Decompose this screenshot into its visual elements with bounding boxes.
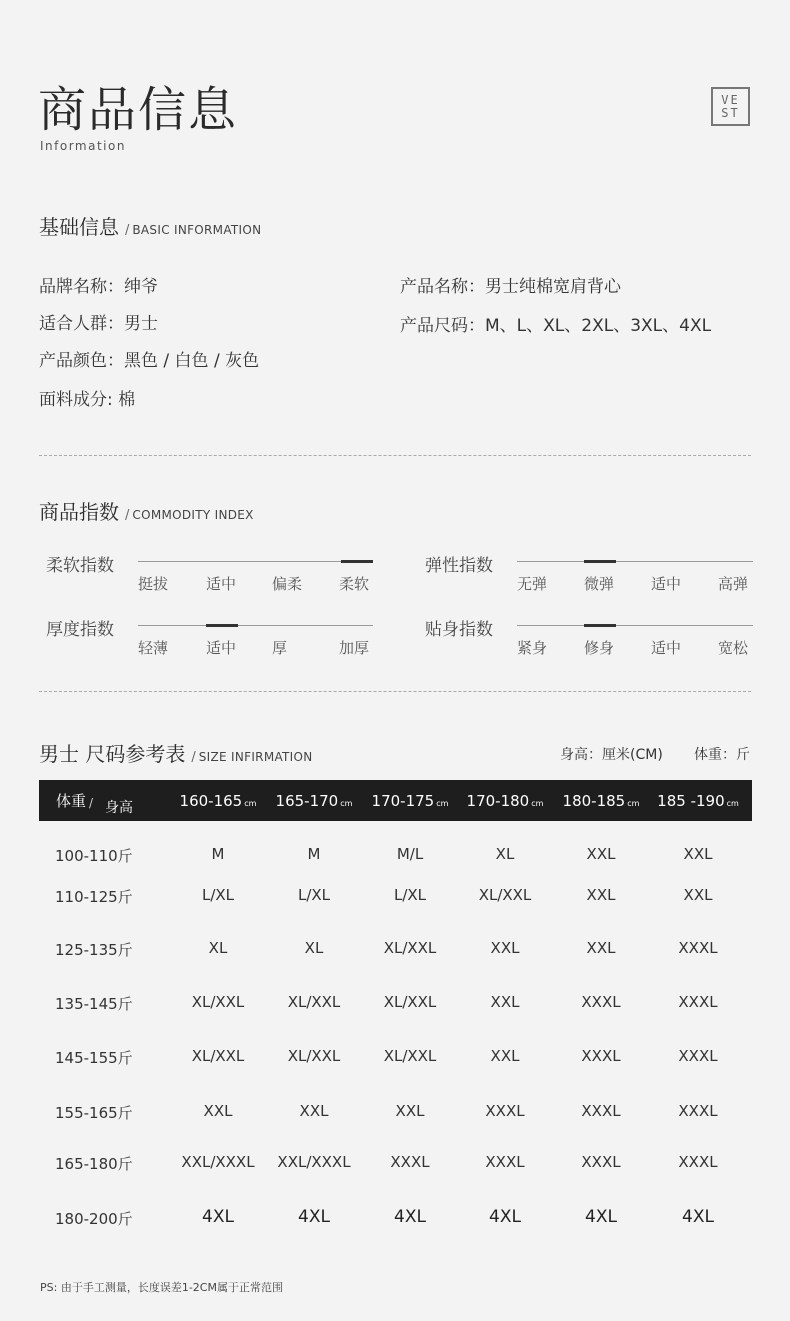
thickness-opt-4: 加厚 [339,639,370,657]
page-title: 商品信息 [38,82,239,138]
elasticity-marker [584,560,616,563]
elasticity-opt-4: 高弹 [718,575,749,593]
size-cell: XXXL [581,1153,621,1171]
column-header-5 [563,792,640,810]
size-cell: XXL [586,845,616,863]
audience-label: 适合人群： [39,314,124,334]
column-range: 170-180 [466,792,530,810]
size-cell: XXXL [678,1102,718,1120]
fabric-line [39,385,135,410]
size-cell: XL/XXL [287,1047,341,1065]
size-cell: XXXL [678,939,718,957]
softness-marker [341,560,373,563]
size-cell: 4XL [489,1207,521,1227]
column-unit: cm [726,799,739,808]
size-cell: XXL [395,1102,425,1120]
softness-opt-2: 适中 [206,575,237,593]
size-cell: XXL [683,845,713,863]
basic-info-title: 基础信息 [39,215,119,239]
thickness-opt-1: 轻薄 [138,639,169,657]
softness-opt-4: 柔软 [339,575,370,593]
basic-info-heading [39,211,261,240]
index-title: 商品指数 [39,500,119,524]
size-cell: XL/XXL [287,993,341,1011]
size-cell: XXL [683,886,713,904]
size-cell: XXXL [678,993,718,1011]
thickness-opt-3: 厚 [272,639,288,657]
size-cell: 4XL [202,1207,234,1227]
size-title: 男士 尺码参考表 [39,742,186,766]
size-slash: / [191,750,196,765]
thickness-marker [206,624,238,627]
row-weight-label: 155-165斤 [55,1104,133,1122]
weight-unit-note: 体重：斤 [694,747,750,763]
thickness-label: 厚度指数 [46,620,114,640]
product-size-value: M、L、XL、2XL、3XL、4XL [485,316,712,336]
basic-info-slash: / [125,223,130,238]
audience-line [39,309,158,334]
size-cell: XL/XXL [383,993,437,1011]
size-cell: 4XL [394,1207,426,1227]
basic-info-title-en: BASIC INFORMATION [132,223,262,237]
column-range: 180-185 [562,792,626,810]
column-range: 170-175 [371,792,435,810]
height-unit-note: 身高：厘米(CM) [560,747,663,763]
softness-label: 柔软指数 [46,556,114,576]
page-subtitle: Information [40,139,126,153]
size-cell: XL/XXL [191,1047,245,1065]
brand-value: 绅爷 [124,277,158,297]
size-title-en: SIZE INFIRMATION [198,750,313,764]
index-slash: / [125,508,130,523]
size-cell: L/XL [297,886,331,904]
size-cell: 4XL [298,1207,330,1227]
size-cell: XXL [490,1047,520,1065]
row-weight-label: 125-135斤 [55,941,133,959]
index-heading [39,496,254,525]
column-header-4 [467,792,544,810]
column-header-3 [372,792,449,810]
column-range: 165-170 [275,792,339,810]
size-cell: XL [304,939,324,957]
size-cell: L/XL [393,886,427,904]
thickness-opt-2: 适中 [206,639,237,657]
row-weight-label: 180-200斤 [55,1210,133,1228]
column-unit: cm [531,799,544,808]
brand-label: 品牌名称： [39,277,124,297]
size-cell: XXL [203,1102,233,1120]
corner-weight: 体重 [56,792,87,810]
elasticity-track [517,561,753,562]
softness-opt-3: 偏柔 [272,575,303,593]
size-cell: XXL [299,1102,329,1120]
row-weight-label: 165-180斤 [55,1155,133,1173]
size-cell: 4XL [682,1207,714,1227]
size-cell: XL [208,939,228,957]
size-cell: XXXL [485,1153,525,1171]
vest-logo-line1: VE [721,92,740,107]
fit-opt-4: 宽松 [718,639,749,657]
fit-opt-3: 适中 [651,639,682,657]
fit-marker [584,624,616,627]
size-heading [39,738,313,767]
elasticity-opt-3: 适中 [651,575,682,593]
audience-value: 男士 [124,314,158,334]
fit-opt-1: 紧身 [517,639,548,657]
vest-logo-line2: ST [721,105,740,120]
divider-1 [39,455,751,456]
vest-logo [711,87,750,126]
column-unit: cm [340,799,353,808]
color-value: 黑色 / 白色 / 灰色 [124,351,260,371]
product-size-label: 产品尺码： [400,316,485,336]
column-unit: cm [244,799,257,808]
size-cell: XXL/XXXL [277,1153,351,1171]
ps-note: PS: 由于手工测量，长度误差1-2CM属于正常范围 [40,1281,283,1294]
fit-opt-2: 修身 [584,639,615,657]
divider-2 [39,691,751,692]
size-cell: XXL [586,939,616,957]
row-weight-label: 135-145斤 [55,995,133,1013]
size-cell: M [211,845,225,863]
elasticity-opt-1: 无弹 [517,575,548,593]
softness-track [138,561,373,562]
column-range: 185 -190 [657,792,725,810]
column-unit: cm [436,799,449,808]
elasticity-opt-2: 微弹 [584,575,615,593]
index-title-en: COMMODITY INDEX [132,508,254,522]
product-name-value: 男士纯棉宽肩背心 [485,277,621,297]
product-name-label: 产品名称： [400,277,485,297]
size-cell: XXXL [678,1047,718,1065]
thickness-track [138,625,373,626]
size-cell: XL/XXL [383,1047,437,1065]
softness-opt-1: 挺拔 [138,575,169,593]
column-header-6 [657,792,739,810]
color-label: 产品颜色： [39,351,124,371]
size-cell: XL/XXL [478,886,532,904]
size-cell: XXXL [678,1153,718,1171]
size-cell: XXL [490,939,520,957]
color-line [39,346,259,371]
column-header-2 [276,792,353,810]
size-cell: XXXL [581,1047,621,1065]
row-weight-label: 100-110斤 [55,847,133,865]
size-cell: 4XL [585,1207,617,1227]
corner-slash: / [89,796,94,810]
size-cell: XXXL [581,1102,621,1120]
size-cell: XXL/XXXL [181,1153,255,1171]
size-cell: XL/XXL [383,939,437,957]
size-cell: XXXL [390,1153,430,1171]
product-size-line [400,311,711,336]
corner-height: 身高 [105,800,133,816]
size-cell: XL/XXL [191,993,245,1011]
size-cell: L/XL [201,886,235,904]
column-range: 160-165 [179,792,243,810]
row-weight-label: 145-155斤 [55,1049,133,1067]
column-unit: cm [627,799,640,808]
column-header-1 [180,792,257,810]
size-cell: XXXL [581,993,621,1011]
fabric-label: 面料成分: [39,390,113,410]
size-cell: XXXL [485,1102,525,1120]
elasticity-label: 弹性指数 [425,556,493,576]
size-cell: XXL [490,993,520,1011]
size-cell: M/L [396,845,424,863]
product-name-line [400,272,621,297]
fit-label: 贴身指数 [425,620,493,640]
fit-track [517,625,753,626]
brand-line [39,272,158,297]
row-weight-label: 110-125斤 [55,888,133,906]
fabric-value: 棉 [118,390,136,410]
size-cell: M [307,845,321,863]
size-cell: XL [495,845,515,863]
size-cell: XXL [586,886,616,904]
